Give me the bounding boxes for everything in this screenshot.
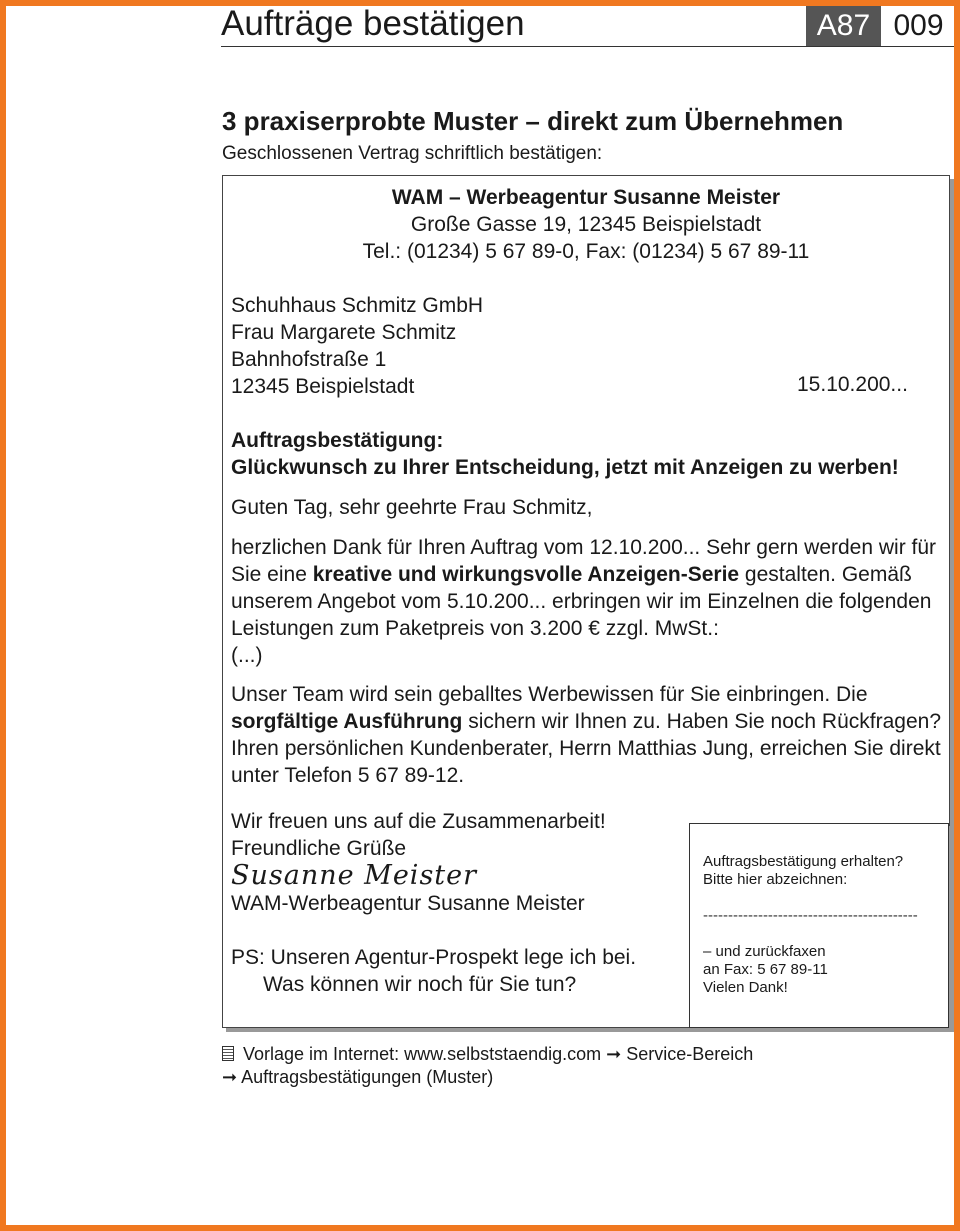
recipient-block — [231, 292, 483, 400]
paragraph-order-text-2: gestalten. Gemäß unserem Angebot vom 5.10.200... erbringen wir im Einzelnen die folgenden Leistungen zum Paketpreis von 3.200 € zzgl. MwSt.: — [231, 563, 932, 640]
recipient-street: Bahnhofstraße 1 — [231, 348, 387, 371]
signature-line: ------------------------------------------- — [703, 907, 918, 924]
paragraph-team-text-1: Unser Team wird sein geballtes Werbewissen für Sie einbringen. Die — [231, 683, 868, 706]
fax-box-line-3: – und zurückfaxen — [703, 943, 826, 960]
recipient-company: Schuhhaus Schmitz GmbH — [231, 294, 484, 317]
closing-line-2: Freundliche Grüße — [231, 837, 407, 860]
ps-line-2: Was können wir noch für Sie tun? — [263, 973, 577, 996]
signer-name: WAM-Werbeagentur Susanne Meister — [231, 892, 585, 915]
subject-line-1: Auftragsbestätigung: — [231, 429, 444, 452]
sender-contact: Tel.: (01234) 5 67 89-0, Fax: (01234) 5 67 89-11 — [362, 240, 810, 263]
closing-line-1: Wir freuen uns auf die Zusammenarbeit! — [231, 810, 606, 833]
intro-text: Geschlossenen Vertrag schriftlich bestätigen: — [222, 143, 603, 164]
sender-name: WAM – Werbeagentur Susanne Meister — [391, 186, 781, 209]
fax-box-instructions — [703, 853, 903, 889]
footer-line-1: Vorlage im Internet: www.selbststaendig.com ➞ Service-Bereich — [243, 1044, 754, 1064]
salutation: Guten Tag, sehr geehrte Frau Schmitz, — [231, 496, 593, 519]
fax-box-line-1: Auftragsbestätigung erhalten? — [703, 853, 904, 870]
letter-box — [222, 175, 950, 1028]
paragraph-order-text-1: herzlichen Dank für Ihren Auftrag vom 12.10.200... Sehr gern werden wir für Sie eine — [231, 536, 937, 586]
section-code-badge: A87 — [806, 6, 881, 46]
subject-block — [231, 427, 899, 481]
paragraph-team-emphasis: sorgfältige Ausführung — [231, 710, 463, 733]
page-title: Aufträge bestätigen — [221, 4, 525, 43]
paragraph-order-emphasis: kreative und wirkungsvolle Anzeigen-Serie — [312, 563, 740, 586]
fax-box-line-2: Bitte hier abzeichnen: — [703, 871, 848, 888]
recipient-city: 12345 Beispielstadt — [231, 375, 415, 398]
paragraph-order — [231, 534, 943, 669]
sender-block — [223, 184, 949, 265]
fax-box-line-5: Vielen Dank! — [703, 979, 788, 996]
fax-reply-box — [689, 823, 949, 1028]
fax-box-line-4: an Fax: 5 67 89-11 — [703, 961, 828, 978]
footer-line-2: ➞ Auftragsbestätigungen (Muster) — [222, 1067, 494, 1087]
subject-line-2: Glückwunsch zu Ihrer Entscheidung, jetzt mit Anzeigen zu werben! — [231, 456, 899, 479]
paragraph-team-text-2: sichern wir Ihnen zu. Haben Sie noch Rückfragen? Ihren persönlichen Kundenberater, Herrn Matthias Jung, erreichen Sie direkt unter Telefon 5 67 89-12. — [231, 710, 941, 787]
paragraph-order-ellipsis: (...) — [231, 644, 263, 667]
header-divider — [221, 46, 954, 47]
ps-line-1: PS: Unseren Agentur-Prospekt lege ich bei. — [231, 946, 637, 969]
paragraph-team — [231, 681, 943, 789]
handwritten-signature: Susanne Meister — [231, 860, 478, 891]
subtitle: 3 praxiserprobte Muster – direkt zum Übernehmen — [222, 106, 844, 136]
footer-note — [222, 1043, 753, 1089]
recipient-person: Frau Margarete Schmitz — [231, 321, 457, 344]
letter-date: 15.10.200... — [797, 373, 908, 396]
fax-box-return — [703, 943, 828, 997]
document-icon — [222, 1046, 234, 1061]
page-number: 009 — [893, 9, 944, 42]
sender-address: Große Gasse 19, 12345 Beispielstadt — [410, 213, 762, 236]
